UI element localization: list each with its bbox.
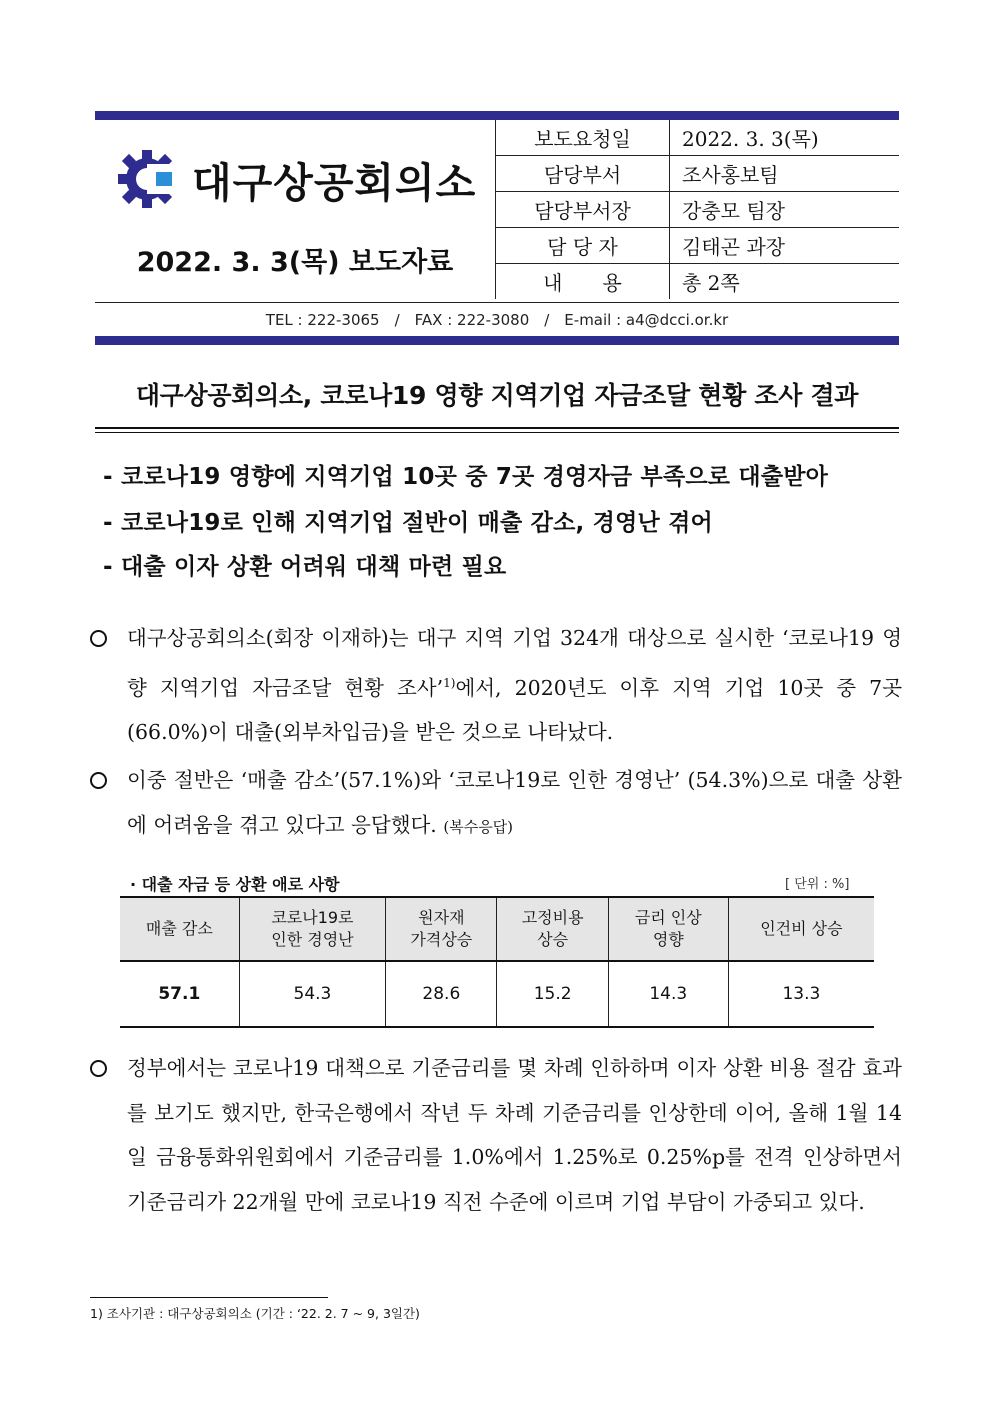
header-line: 영향 [652, 930, 684, 949]
paragraph-text: 정부에서는 코로나19 대책으로 기준금리를 몇 차례 인하하며 이자 상환 비용 절감 효과를 보기도 했지만, 한국은행에서 작년 두 차례 기준금리를 인상한데 이어, 올해 1월 14일 금융통화위원회에서 기준금리를 1.0%에서 1.25%로 0.25%p를 전격 인상하면서 기준금리가 22개월 만에 코로나19 직전 수준에 이르며 기업 부담이 가중되고 있다. [127, 1056, 902, 1214]
info-value: 조사홍보팀 [670, 156, 900, 192]
table-header-cell [239, 897, 386, 961]
info-value: 강충모 팀장 [670, 192, 900, 228]
subtitle-1: - 코로나19 영향에 지역기업 10곳 중 7곳 경영자금 부족으로 대출받아 [103, 464, 829, 490]
table-row [120, 961, 874, 1027]
table-cell: 54.3 [239, 961, 386, 1027]
table-cell: 15.2 [497, 961, 608, 1027]
circle-bullet-icon [90, 1060, 107, 1077]
paragraph-text-part: 이중 절반은 ‘매출 감소’(57.1%)와 ‘코로나19로 인한 경영난’ (54.3%)으로 대출 상환에 어려움을 겪고 있다고 응답했다. [127, 768, 902, 837]
circle-bullet-icon [90, 772, 107, 789]
table-header-row [120, 897, 874, 961]
subtitle-3: - 대출 이자 상환 어려워 대책 마련 필요 [103, 554, 507, 580]
info-key: 담당부서 [496, 156, 670, 192]
table-cell: 57.1 [120, 961, 239, 1027]
table-header-cell [608, 897, 728, 961]
footnote-divider [90, 1297, 328, 1298]
release-date: 2022. 3. 3(목) 보도자료 [136, 247, 454, 278]
table-cell: 28.6 [386, 961, 497, 1027]
header-line: 매출 감소 [145, 919, 213, 938]
table-unit: [ 단위 : %] [785, 877, 850, 892]
table-caption: · 대출 자금 등 상환 애로 사항 [130, 875, 340, 894]
header-top-bar [95, 111, 899, 120]
info-key: 담당부서장 [496, 192, 670, 228]
info-row [496, 156, 900, 192]
release-info-table [495, 120, 899, 299]
info-key: 담 당 자 [496, 228, 670, 264]
info-value: 총 2쪽 [670, 264, 900, 300]
table-header-cell [728, 897, 874, 961]
info-row [496, 192, 900, 228]
header-line: 인건비 상승 [760, 919, 843, 938]
info-value: 2022. 3. 3(목) [670, 120, 900, 156]
header-line: 금리 인상 [634, 908, 702, 927]
header-line: 가격상승 [410, 930, 473, 949]
paragraph-text-part: 에서, 2020년도 이후 지역 기업 10곳 중 7곳(66.0%)이 대출(외부차입금)을 받은 것으로 나타났다. [127, 675, 902, 744]
circle-bullet-icon [90, 630, 107, 647]
header-divider [95, 302, 899, 303]
gear-logo-icon [118, 150, 180, 208]
info-row [496, 264, 900, 300]
title-underline [95, 432, 899, 433]
footnote: 1) 조사기관 : 대구상공회의소 (기간 : ‘22. 2. 7 ~ 9, 3일간) [90, 1306, 420, 1321]
info-key: 보도요청일 [496, 120, 670, 156]
table-header-cell [497, 897, 608, 961]
header-line: 상승 [537, 930, 569, 949]
info-key: 내 용 [496, 264, 670, 300]
paragraph-note: (복수응답) [443, 817, 514, 836]
table-header-cell [386, 897, 497, 961]
contact-line: TEL : 222-3065 / FAX : 222-3080 / E-mail : a4@dcci.or.kr [265, 311, 729, 329]
repayment-difficulty-table [120, 896, 874, 1028]
paragraph-text [127, 758, 902, 849]
header-line: 인한 경영난 [271, 930, 354, 949]
footnote-ref: 1) [443, 675, 456, 690]
table-header-cell [120, 897, 239, 961]
logo [118, 150, 476, 208]
paragraph-text [127, 616, 902, 754]
header-line: 고정비용 [521, 908, 584, 927]
table-cell: 14.3 [608, 961, 728, 1027]
subtitle-2: - 코로나19로 인해 지역기업 절반이 매출 감소, 경영난 겪어 [103, 510, 713, 536]
header-line: 코로나19로 [271, 908, 354, 927]
document-title: 대구상공회의소, 코로나19 영향 지역기업 자금조달 현황 조사 결과 [135, 381, 859, 410]
paragraph-text-part: 대구상공회의소(회장 이재하)는 대구 지역 기업 324개 대상으로 실시한 ‘코로나19 영향 지역기업 자금조달 현황 조사’ [127, 626, 902, 700]
info-row [496, 120, 900, 156]
header-bottom-bar [95, 336, 899, 345]
logo-text: 대구상공회의소 [192, 158, 477, 207]
title-underline [95, 427, 899, 429]
info-value: 김태곤 과장 [670, 228, 900, 264]
info-row [496, 228, 900, 264]
table-cell: 13.3 [728, 961, 874, 1027]
header-line: 원자재 [418, 908, 465, 927]
